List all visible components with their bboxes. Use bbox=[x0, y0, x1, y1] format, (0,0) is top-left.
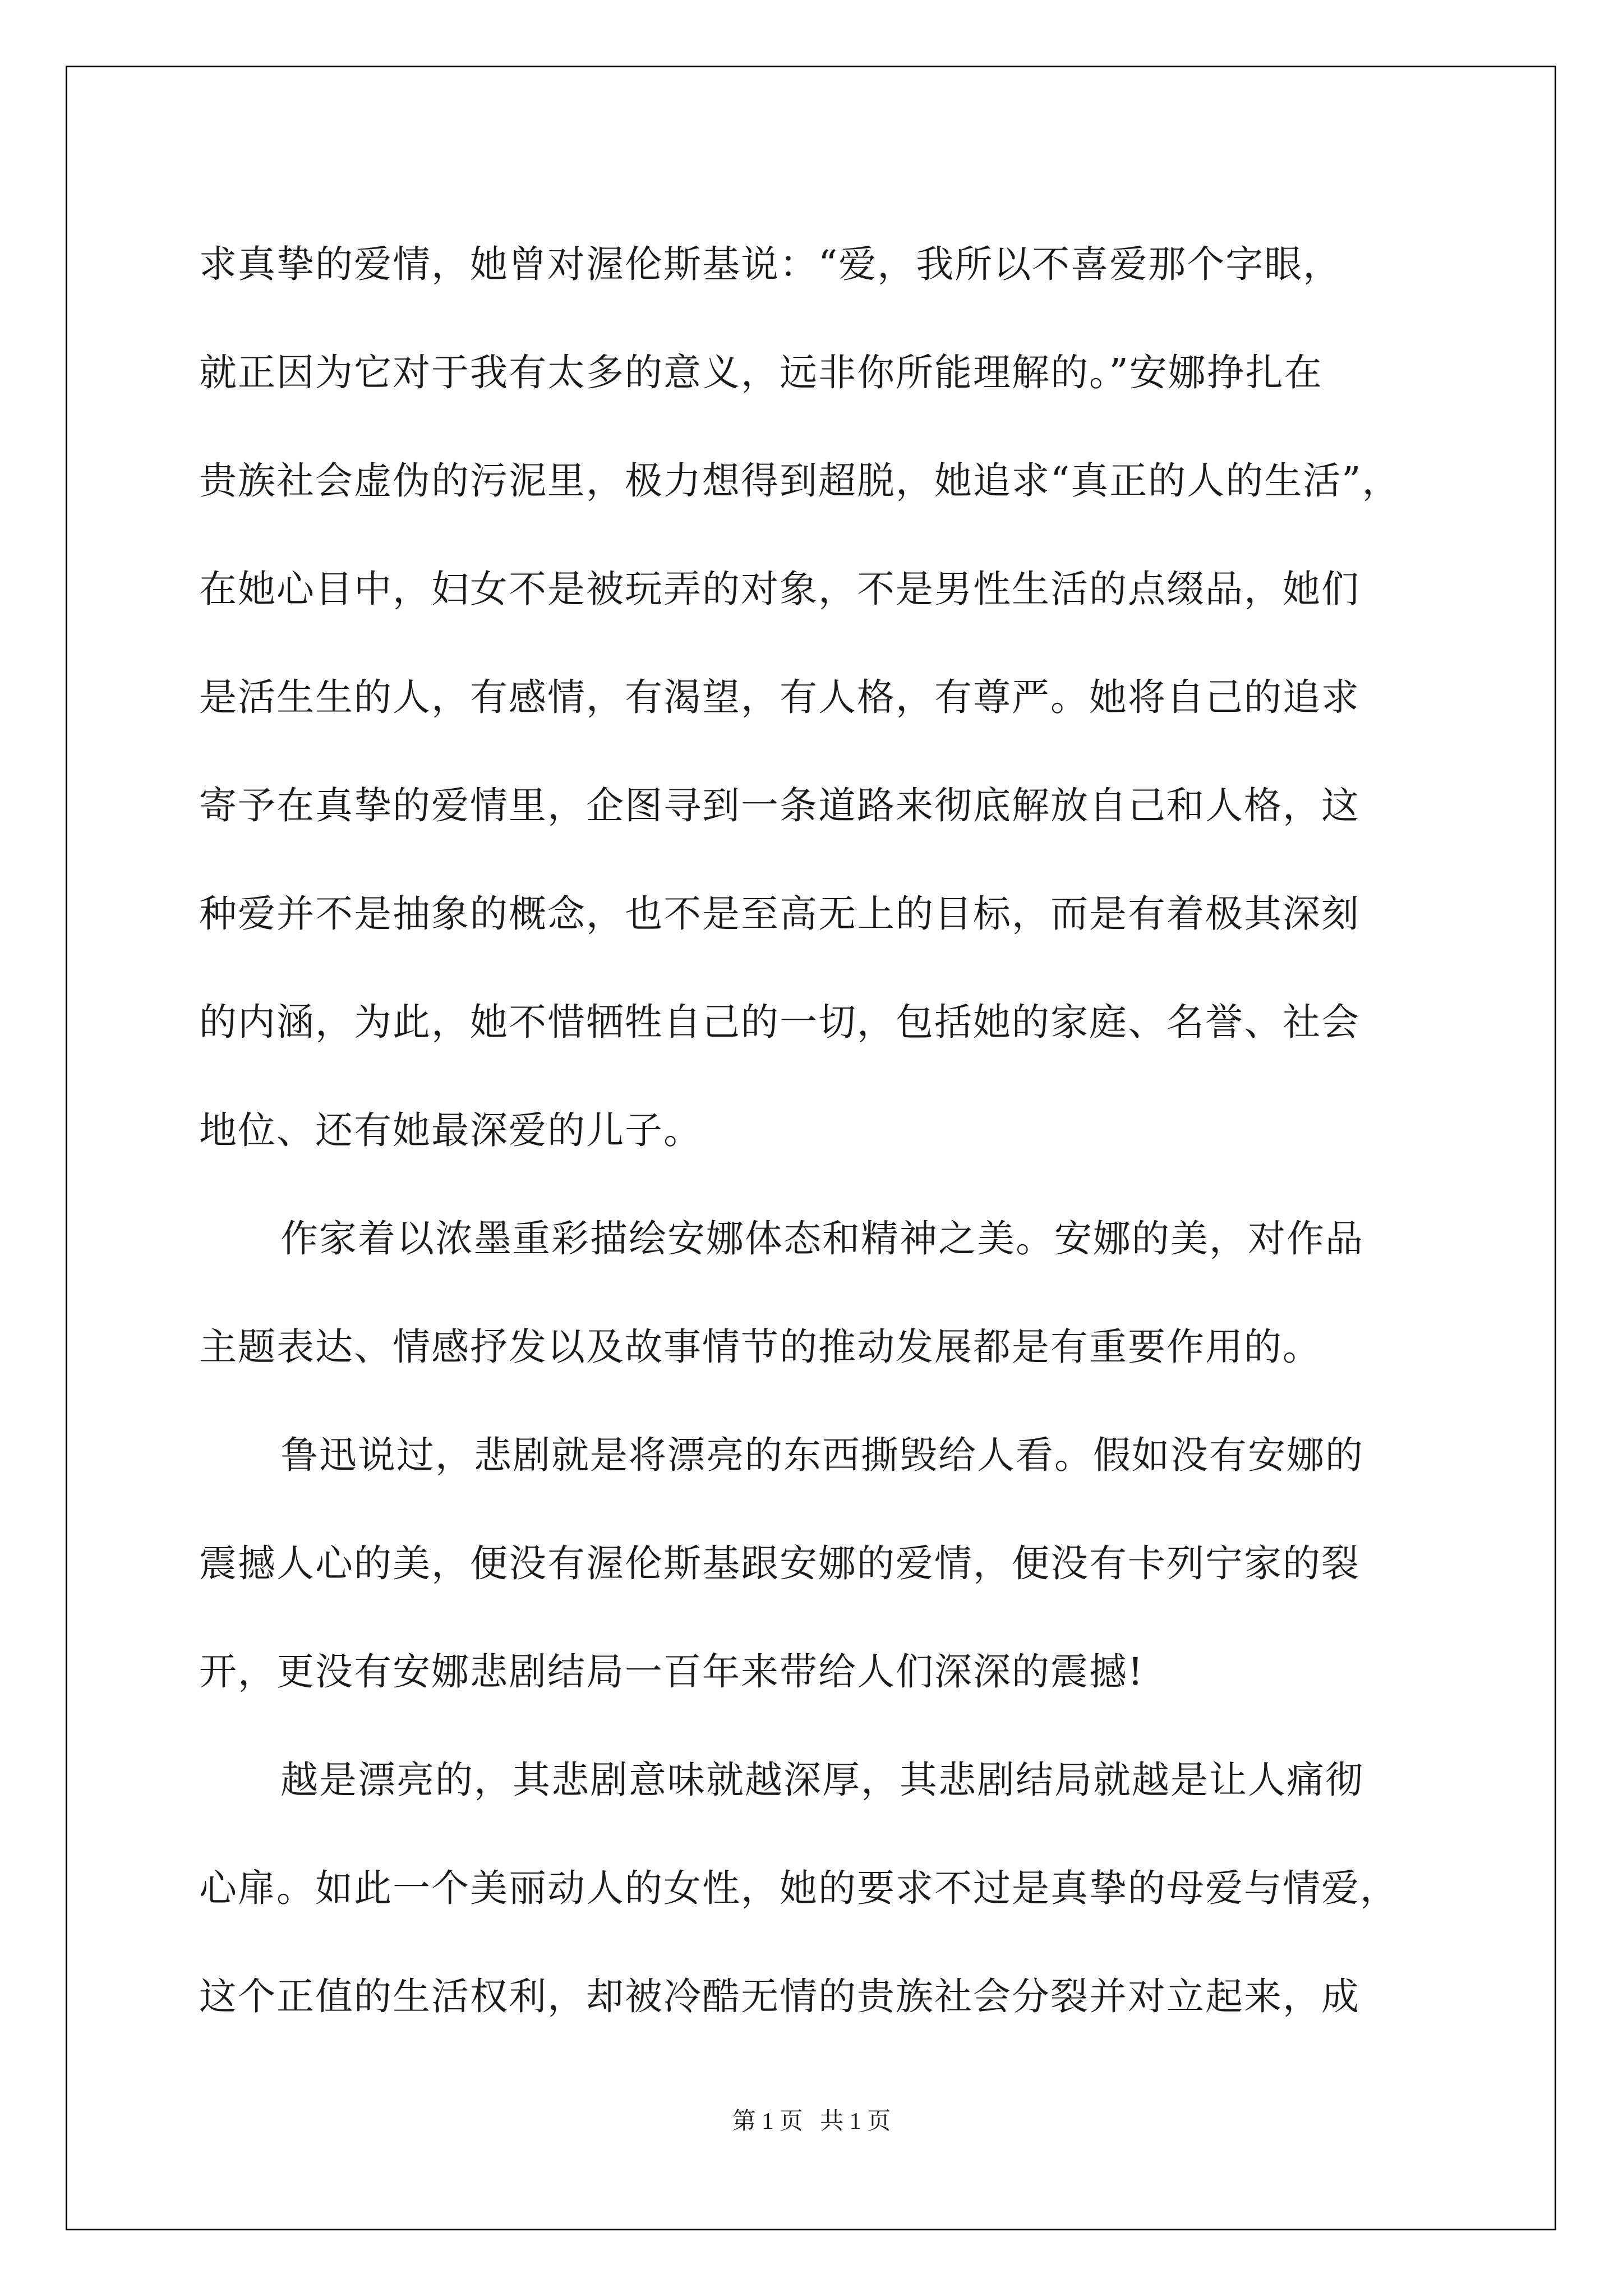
text-line: 鲁迅说过，悲剧就是将漂亮的东西撕毁给人看。假如没有安娜的 bbox=[280, 1433, 1364, 1477]
text-line: 求真挚的爱情，她曾对渥伦斯基说：“爱，我所以不喜爱那个字眼， bbox=[199, 242, 1342, 286]
page-footer bbox=[0, 2102, 1623, 2136]
text-line: 的内涵，为此，她不惜牺牲自己的一切，包括她的家庭、名誉、社会 bbox=[199, 1000, 1360, 1044]
text-line: 心扉。如此一个美丽动人的女性，她的要求不过是真挚的母爱与情爱， bbox=[199, 1866, 1399, 1910]
page-number: 第 1 页 bbox=[732, 2109, 803, 2134]
text-line: 在她心目中，妇女不是被玩弄的对象，不是男性生活的点缀品，她们 bbox=[199, 567, 1360, 611]
text-line: 主题表达、情感抒发以及故事情节的推动发展都是有重要作用的。 bbox=[199, 1325, 1321, 1369]
text-line: 是活生生的人，有感情，有渴望，有人格，有尊严。她将自己的追求 bbox=[199, 675, 1360, 719]
text-line: 寄予在真挚的爱情里，企图寻到一条道路来彻底解放自己和人格，这 bbox=[199, 784, 1360, 827]
text-line: 贵族社会虚伪的污泥里，极力想得到超脱，她追求“真正的人的生活”， bbox=[199, 459, 1401, 503]
text-line: 这个正值的生活权利，却被冷酷无情的贵族社会分裂并对立起来，成 bbox=[199, 1975, 1360, 2018]
text-line: 地位、还有她最深爱的儿子。 bbox=[199, 1108, 702, 1152]
text-line: 就正因为它对于我有太多的意义，远非你所能理解的。”安娜挣扎在 bbox=[199, 351, 1323, 394]
page-total: 共 1 页 bbox=[820, 2109, 891, 2134]
text-line: 种爱并不是抽象的概念，也不是至高无上的目标，而是有着极其深刻 bbox=[199, 892, 1360, 936]
document-body bbox=[199, 210, 1438, 2051]
text-line: 震撼人心的美，便没有渥伦斯基跟安娜的爱情，便没有卡列宁家的裂 bbox=[199, 1542, 1360, 1585]
text-line: 开，更没有安娜悲剧结局一百年来带给人们深深的震撼! bbox=[199, 1650, 1144, 1694]
text-line: 越是漂亮的，其悲剧意味就越深厚，其悲剧结局就越是让人痛彻 bbox=[280, 1758, 1364, 1802]
text-line: 作家着以浓墨重彩描绘安娜体态和精神之美。安娜的美，对作品 bbox=[280, 1217, 1364, 1260]
